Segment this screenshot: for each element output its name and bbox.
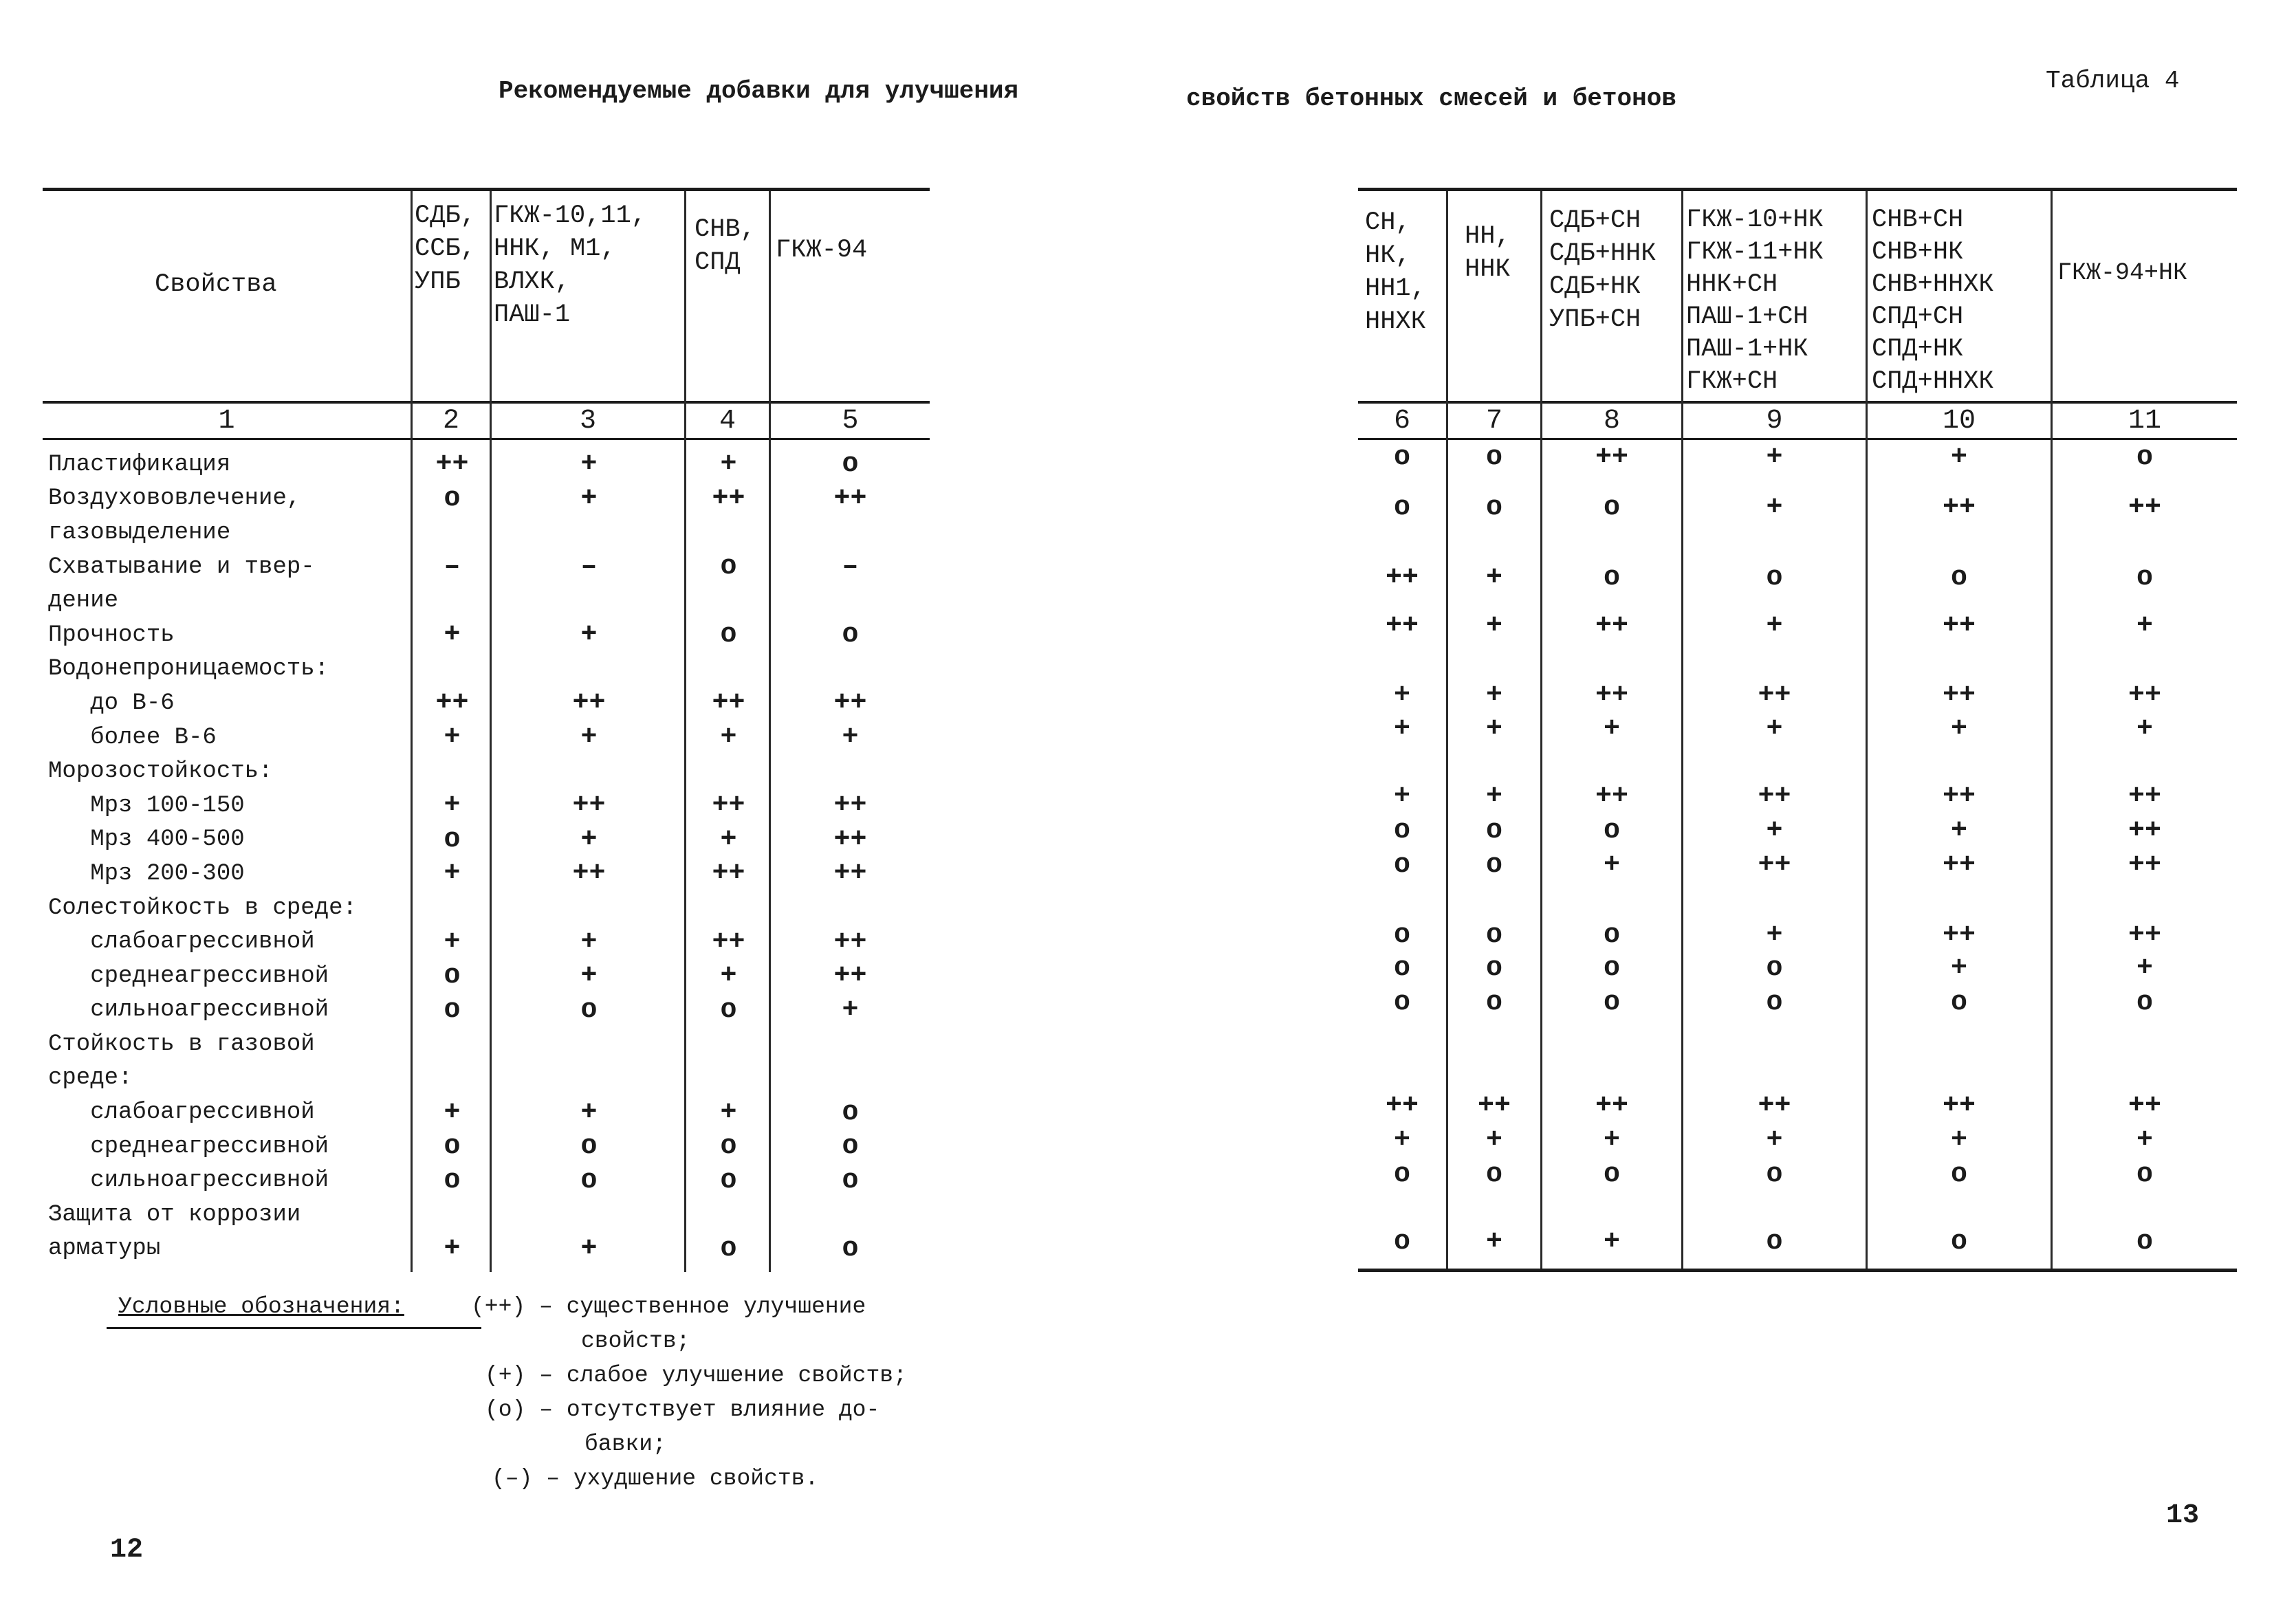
rating-cell [771,584,930,618]
rating-cell: ++ [1595,442,1628,473]
rating-cell [771,516,930,550]
rating-cell: о [1393,1159,1410,1190]
rating-cell [771,891,930,925]
property-label: сильноагрессивной [48,997,329,1024]
header-col-9: ГКЖ-10+НК ГКЖ-11+НК ННК+СН ПАШ-1+СН ПАШ-1+НК ГКЖ+СН [1686,206,1824,396]
rating-cell: + [2136,953,2153,984]
rating-cell: ++ [572,790,606,822]
rating-cell: + [2136,611,2153,641]
rating-cell [492,891,686,925]
rating-cell [413,652,492,687]
rating-cell: ++ [1942,850,1976,881]
rating-cell: о [1393,953,1410,984]
rating-cell: ++ [1758,1090,1791,1121]
rating-cell: ++ [1758,850,1791,881]
rating-cell: о [1393,492,1410,523]
title-part-2: свойств бетонных смесей и бетонов [1186,85,1676,113]
rating-cell [686,1062,771,1096]
page-number-left: 12 [110,1535,144,1566]
rating-cell: о [1603,562,1620,593]
rating-cell: + [444,926,461,958]
rating-cell: ++ [2128,920,2161,951]
left-table-row [43,1198,930,1232]
rating-cell: о [1393,442,1410,473]
left-table-row [43,891,930,925]
rating-cell: + [1485,1125,1502,1156]
rating-cell: + [580,1233,598,1264]
rating-cell: ++ [1595,781,1628,812]
rating-cell: + [580,926,598,958]
rating-cell: ++ [1942,781,1976,812]
left-table-row [43,823,930,857]
right-number-rule [1358,438,2237,440]
rating-cell [686,652,771,687]
left-table-row [43,550,930,584]
legend-line-3b: бавки; [584,1431,666,1457]
rating-cell [492,1027,686,1062]
rating-cell: о [1485,442,1502,473]
rating-cell: + [720,1097,737,1128]
table-label: Таблица 4 [2046,67,2180,95]
rating-cell [492,1198,686,1232]
rating-cell: о [444,824,461,855]
header-col-3: ГКЖ-10,11, ННК, М1, ВЛХК, ПАШ-1 [494,201,647,329]
rating-cell: о [444,961,461,992]
left-table-row [43,1027,930,1062]
header-col-4: СНВ, СПД [695,215,756,277]
rating-cell: + [1950,953,1967,984]
rating-cell: о [1603,987,1620,1018]
left-number-rule [43,438,930,440]
left-table-row [43,925,930,959]
rating-cell: + [1766,1125,1783,1156]
rating-cell: ++ [1385,562,1419,593]
rating-cell: ++ [1385,1090,1419,1121]
header-col-8: СДБ+СН СДБ+ННК СДБ+НК УПБ+СН [1549,206,1657,334]
rating-cell: ++ [1942,680,1976,711]
rating-cell: + [580,722,598,754]
rating-cell [686,754,771,789]
rating-cell: ++ [833,926,867,958]
rating-cell: + [842,722,859,754]
left-table-row [43,1062,930,1096]
rating-cell: + [1950,1125,1967,1156]
rating-cell: + [1603,850,1620,881]
rating-cell: + [1766,611,1783,641]
rating-cell: о [580,994,598,1026]
rating-cell [771,754,930,789]
rating-cell: + [580,619,598,651]
rating-cell: ++ [572,858,606,890]
rating-cell: ++ [712,858,745,890]
rating-cell [686,1027,771,1062]
rating-cell [413,584,492,618]
rating-cell: о [2136,1159,2153,1190]
rating-cell: о [1485,1159,1502,1190]
left-table-row [43,652,930,687]
rating-cell: о [1485,850,1502,881]
rating-cell: о [720,994,737,1026]
page-number-right: 13 [2166,1500,2200,1531]
rating-cell: ++ [712,790,745,822]
rating-cell: о [842,619,859,651]
rating-cell: + [444,790,461,822]
rating-cell: о [1766,987,1783,1018]
rating-cell: о [720,551,737,583]
property-label: Схватывание и твер- [48,553,315,580]
rating-cell: ++ [1942,920,1976,951]
rating-cell: + [2136,1125,2153,1156]
rating-cell: о [842,1131,859,1163]
rating-cell: о [1766,1159,1783,1190]
rating-cell: + [1950,815,1967,846]
property-label: Мрз 200-300 [48,860,245,887]
rating-cell: + [720,449,737,481]
rating-cell: о [842,1233,859,1264]
rating-cell: о [1393,815,1410,846]
rating-cell: ++ [572,688,606,719]
property-label: слабоагрессивной [48,1099,315,1126]
left-table-row [43,1130,930,1164]
left-header-rule [43,401,930,404]
col-number-11: 11 [2128,406,2161,437]
rating-cell: + [1766,442,1783,473]
property-label: среднеагрессивной [48,1133,329,1160]
header-col-11: ГКЖ-94+НК [2057,259,2188,287]
rating-cell: о [1603,492,1620,523]
left-table-row [43,516,930,550]
rating-cell: о [580,1131,598,1163]
rating-cell: ++ [833,858,867,890]
rating-cell: ++ [833,483,867,514]
rating-cell: + [580,449,598,481]
header-col-10: СНВ+СН СНВ+НК СНВ+ННХК СПД+СН СПД+НК СПД+ННХК [1872,206,1994,396]
rating-cell: + [580,483,598,514]
property-label: более В-6 [48,724,217,751]
rating-cell [413,516,492,550]
rating-cell: + [444,619,461,651]
right-bottom-rule [1358,1269,2237,1272]
rating-cell: о [1485,987,1502,1018]
property-label: Пластификация [48,451,231,478]
rating-cell: о [1603,920,1620,951]
rating-cell: + [444,1233,461,1264]
rating-cell [771,1062,930,1096]
property-label: дение [48,588,119,615]
rating-cell: о [842,1165,859,1196]
rating-cell: – [444,551,461,583]
rating-cell: о [1393,850,1410,881]
rating-cell: + [842,994,859,1026]
rating-cell: ++ [712,926,745,958]
rating-cell: о [444,483,461,514]
col-number-4: 4 [719,406,736,437]
rating-cell: ++ [1477,1090,1511,1121]
property-label: Водонепроницаемость: [48,656,329,683]
col-number-1: 1 [218,406,235,437]
left-table-row [43,1232,930,1266]
left-table-row [43,857,930,891]
header-col-5: ГКЖ-94 [776,236,868,265]
legend-line-3: (о) – отсутствует влияние до- [485,1397,880,1423]
property-label: слабоагрессивной [48,929,315,956]
left-table-row [43,1095,930,1130]
rating-cell: ++ [2128,492,2161,523]
rating-cell: о [444,1165,461,1196]
rating-cell: + [1393,714,1410,745]
rating-cell: ++ [1942,1090,1976,1121]
rating-cell [686,516,771,550]
rating-cell: + [1766,714,1783,745]
rating-cell: + [1393,1125,1410,1156]
rating-cell: ++ [1595,1090,1628,1121]
rating-cell: о [1766,562,1783,593]
rating-cell: ++ [712,688,745,719]
rating-cell: ++ [435,688,469,719]
col-number-3: 3 [579,406,596,437]
left-table-row [43,686,930,721]
left-table-row [43,448,930,482]
rating-cell: ++ [2128,781,2161,812]
rating-cell: о [1603,953,1620,984]
left-table-body [43,448,930,1266]
property-label: среде: [48,1065,133,1092]
rating-cell: + [1766,920,1783,951]
rating-cell: ++ [2128,850,2161,881]
right-header-rule [1358,401,2237,404]
rating-cell: о [720,1165,737,1196]
rating-cell: + [1485,781,1502,812]
rating-cell: о [580,1165,598,1196]
rating-cell: – [842,551,859,583]
rating-cell [413,754,492,789]
rating-cell: + [720,722,737,754]
rating-cell: о [1766,1227,1783,1258]
header-properties: Свойства [155,270,277,299]
property-label: Солестойкость в среде: [48,895,357,921]
rating-cell [492,584,686,618]
rating-cell: ++ [833,824,867,855]
property-label: арматуры [48,1236,161,1262]
rating-cell: + [580,824,598,855]
legend-label: Условные обозначения: [118,1294,404,1319]
left-table-row [43,994,930,1028]
legend-line-4: (–) – ухудшение свойств. [492,1466,819,1491]
rating-cell: + [720,961,737,992]
rating-cell: о [1950,987,1967,1018]
left-table-row [43,754,930,789]
rating-cell: о [444,1131,461,1163]
rating-cell: + [444,722,461,754]
rating-cell: о [1603,815,1620,846]
rating-cell: о [2136,987,2153,1018]
rating-cell: о [1485,953,1502,984]
rating-cell: о [1393,987,1410,1018]
rating-cell: ++ [1595,611,1628,641]
rating-cell: о [2136,1227,2153,1258]
col-number-6: 6 [1393,406,1410,437]
rating-cell: + [1603,1227,1620,1258]
rating-cell [413,1198,492,1232]
rating-cell [413,1027,492,1062]
rating-cell: о [1393,1227,1410,1258]
left-table-row [43,618,930,652]
rating-cell [492,516,686,550]
rating-cell [492,754,686,789]
legend-line-2: (+) – слабое улучшение свойств; [485,1363,907,1388]
rating-cell [413,1062,492,1096]
col-number-7: 7 [1485,406,1502,437]
rating-cell: + [1485,611,1502,641]
rating-cell: о [1766,953,1783,984]
rating-cell: + [1485,714,1502,745]
left-table-row [43,1163,930,1198]
property-label: до В-6 [48,690,175,716]
rating-cell: о [1393,920,1410,951]
rating-cell: + [444,1097,461,1128]
rating-cell: о [720,619,737,651]
property-label: газовыделение [48,519,231,546]
rating-cell: + [1393,680,1410,711]
rating-cell: – [580,551,598,583]
header-col-2: СДБ, ССБ, УПБ [415,201,476,296]
rating-cell: о [444,994,461,1026]
property-label: Защита от коррозии [48,1201,301,1228]
rating-cell: о [720,1233,737,1264]
rating-cell: о [2136,442,2153,473]
rating-cell: + [1603,714,1620,745]
rating-cell: + [2136,714,2153,745]
left-table-row [43,721,930,755]
rating-cell: ++ [1758,781,1791,812]
rating-cell: ++ [712,483,745,514]
rating-cell [771,1027,930,1062]
rating-cell: ++ [833,790,867,822]
rating-cell: о [842,1097,859,1128]
col-number-8: 8 [1603,406,1620,437]
left-table-row [43,959,930,994]
rating-cell: + [720,824,737,855]
rating-cell [492,652,686,687]
rating-cell [686,584,771,618]
rating-cell: ++ [833,688,867,719]
rating-cell: ++ [1942,492,1976,523]
rating-cell: + [1950,714,1967,745]
property-label: Прочность [48,622,175,648]
rating-cell: + [1766,492,1783,523]
property-label: Мрз 100-150 [48,792,245,819]
rating-cell [413,891,492,925]
property-label: Стойкость в газовой [48,1031,315,1057]
rating-cell: ++ [833,961,867,992]
rating-cell: ++ [1385,611,1419,641]
property-label: Мрз 400-500 [48,826,245,853]
rating-cell [771,652,930,687]
rating-cell: + [580,961,598,992]
rating-cell: + [1485,1227,1502,1258]
rating-cell: о [1603,1159,1620,1190]
rating-cell: ++ [435,449,469,481]
rating-cell: + [1766,815,1783,846]
property-label: среднеагрессивной [48,963,329,989]
rating-cell: ++ [1942,611,1976,641]
rating-cell: + [444,858,461,890]
header-col-6: СН, НК, НН1, ННХК [1365,208,1426,336]
rating-cell: о [720,1131,737,1163]
rating-cell: + [1485,680,1502,711]
rating-cell: + [1485,562,1502,593]
left-top-rule [43,188,930,191]
rating-cell: ++ [2128,680,2161,711]
rating-cell: о [1485,815,1502,846]
rating-cell: + [1393,781,1410,812]
legend-line-1: (++) – существенное улучшение [471,1294,866,1319]
rating-cell: о [1485,492,1502,523]
legend-line-1b: свойств; [581,1328,690,1354]
rating-cell: ++ [2128,815,2161,846]
rating-cell: + [1950,442,1967,473]
col-number-9: 9 [1766,406,1783,437]
header-col-7: НН, ННК [1465,222,1511,284]
col-number-2: 2 [442,406,459,437]
rating-cell [492,1062,686,1096]
rating-cell: о [1950,1227,1967,1258]
rating-cell: о [1485,920,1502,951]
rating-cell: о [2136,562,2153,593]
col-number-10: 10 [1942,406,1976,437]
property-label: сильноагрессивной [48,1167,329,1194]
left-table-row [43,789,930,823]
rating-cell [686,1198,771,1232]
rating-cell: ++ [2128,1090,2161,1121]
rating-cell: + [1603,1125,1620,1156]
title-part-1: Рекомендуемые добавки для улучшения [499,77,1019,105]
col-number-5: 5 [842,406,859,437]
property-label: Морозостойкость: [48,758,273,785]
left-table-row [43,482,930,516]
rating-cell: о [1950,562,1967,593]
property-label: Воздухововлечение, [48,485,301,512]
rating-cell: о [842,449,859,481]
rating-cell: о [1950,1159,1967,1190]
rating-cell: ++ [1595,680,1628,711]
right-top-rule [1358,188,2237,191]
rating-cell: ++ [1758,680,1791,711]
left-table-row [43,584,930,618]
rating-cell: + [580,1097,598,1128]
rating-cell [771,1198,930,1232]
rating-cell [686,891,771,925]
legend-underline [107,1327,481,1329]
